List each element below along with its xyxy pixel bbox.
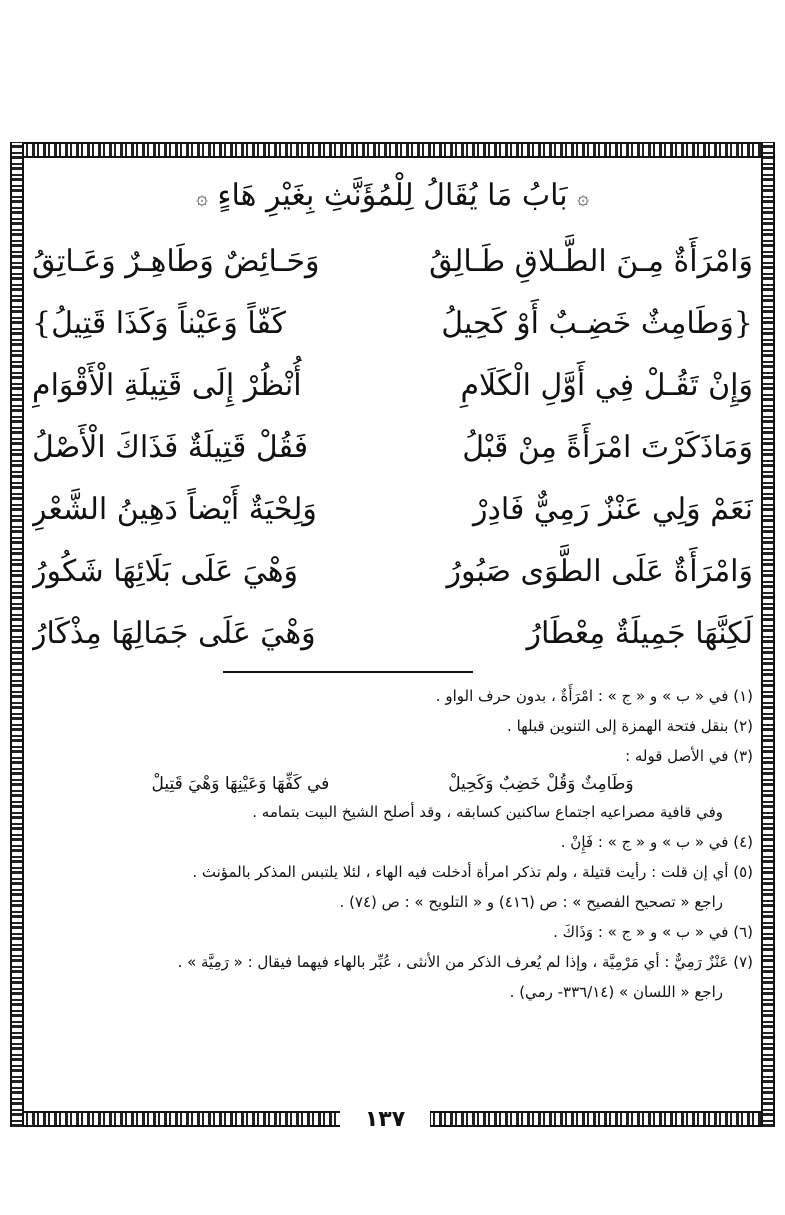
quoted-verse-first: وَطَامِثٌ وَقُلْ خَضِبٌ وَكَحِيلْ <box>448 774 634 794</box>
ornamental-border-left <box>10 142 24 1127</box>
verse-row <box>32 603 753 665</box>
verse-first-hemistich: وَإِنْ تَقُـلْ فِي أَوَّلِ الْكَلَامِ <box>460 368 753 403</box>
verse-row <box>32 417 753 479</box>
poem-verses <box>32 231 753 665</box>
verse-first-hemistich: نَعَمْ وَلِي عَنْزٌ رَمِيٌّ فَادِرْ <box>473 492 753 527</box>
verse-second-hemistich: وَهْيَ عَلَى بَلَائِهَا شَكُورُ <box>32 554 299 589</box>
chapter-title <box>32 178 753 213</box>
ornament-icon: ۞ <box>577 185 589 209</box>
verse-second-hemistich: أُنْظُرْ إِلَى قَتِيلَةِ الْأَقْوَامِ <box>32 368 302 403</box>
verse-row <box>32 231 753 293</box>
ornamental-border-right <box>761 142 775 1127</box>
ornament-icon: ۞ <box>196 185 208 209</box>
footnote: (٢) بنقل فتحة الهمزة إلى التنوين قبلها . <box>507 717 753 735</box>
footnotes <box>32 681 753 1007</box>
verse-first-hemistich: وَامْرَأَةٌ مِـنَ الطَّـلاقِ طَـالِقُ <box>429 244 753 279</box>
footnote: (٧) عَنْزٌ رَمِيٌّ : أي مَرْمِيَّة ، وإذا لم يُعرف الذكر من الأنثى ، عُبِّر بالهاء فيهما فيقال : « رَمِيَّة » . <box>177 953 753 971</box>
footnote: (٣) في الأصل قوله : <box>625 747 753 765</box>
chapter-title-text: بَابُ مَا يُقَالُ لِلْمُؤَنَّثِ بِغَيْرِ هَاءٍ <box>217 178 568 213</box>
page-number: ١٣٧ <box>340 1109 430 1131</box>
quoted-verse-second: في كَفِّهَا وَعَيْنِهَا وَهْيَ قَتِيلْ <box>151 774 330 794</box>
footnotes-divider <box>223 671 473 673</box>
verse-first-hemistich: {وَطَامِثٌ خَضِـبٌ أَوْ كَحِيلُ <box>441 306 753 341</box>
footnote: راجع « اللسان » (٣٣٦/١٤- رمي) . <box>509 983 723 1001</box>
ornamental-border-top <box>10 142 775 158</box>
verse-row <box>32 479 753 541</box>
page-content <box>32 172 753 1099</box>
verse-first-hemistich: لَكِنَّهَا جَمِيلَةٌ مِعْطَارُ <box>526 616 753 651</box>
verse-second-hemistich: فَقُلْ قَتِيلَةٌ فَذَاكَ الْأَصْلُ <box>32 430 309 465</box>
footnote: (٥) أي إن قلت : رأيت قتيلة ، ولم تذكر امرأة أدخلت فيه الهاء ، لئلا يلتبس المذكر بالمؤنث . <box>192 863 753 881</box>
verse-row <box>32 541 753 603</box>
verse-first-hemistich: وَامْرَأَةٌ عَلَى الطَّوَى صَبُورُ <box>446 554 753 589</box>
footnote: وفي قافية مصراعيه اجتماع ساكنين كسابقه ، وقد أصلح الشيخ البيت بتمامه . <box>252 803 723 821</box>
verse-second-hemistich: وَحَـائِضٌ وَطَاهِـرٌ وَعَـاتِقُ <box>32 244 320 279</box>
verse-first-hemistich: وَمَاذَكَرْتَ امْرَأَةً مِنْ قَبْلُ <box>462 430 753 465</box>
footnote: (١) في « ب » و « ج » : امْرَأَةٌ ، بدون حرف الواو . <box>435 687 753 705</box>
footnote-quoted-verse <box>32 771 753 797</box>
footnote: (٦) في « ب » و « ج » : وَذَاكَ . <box>553 923 753 941</box>
verse-second-hemistich: وَلِحْيَةٌ أَيْضاً دَهِينُ الشَّعْرِ <box>32 492 317 527</box>
verse-row <box>32 355 753 417</box>
verse-second-hemistich: كَفّاً وَعَيْناً وَكَذَا قَتِيلُ} <box>32 306 286 341</box>
verse-row <box>32 293 753 355</box>
verse-second-hemistich: وَهْيَ عَلَى جَمَالِهَا مِذْكَارُ <box>32 616 316 651</box>
footnote: (٤) في « ب » و « ج » : فَإِنْ . <box>560 833 753 851</box>
footnote: راجع « تصحيح الفصيح » : ص (٤١٦) و « التلويح » : ص (٧٤) . <box>339 893 723 911</box>
page-frame <box>10 142 775 1132</box>
